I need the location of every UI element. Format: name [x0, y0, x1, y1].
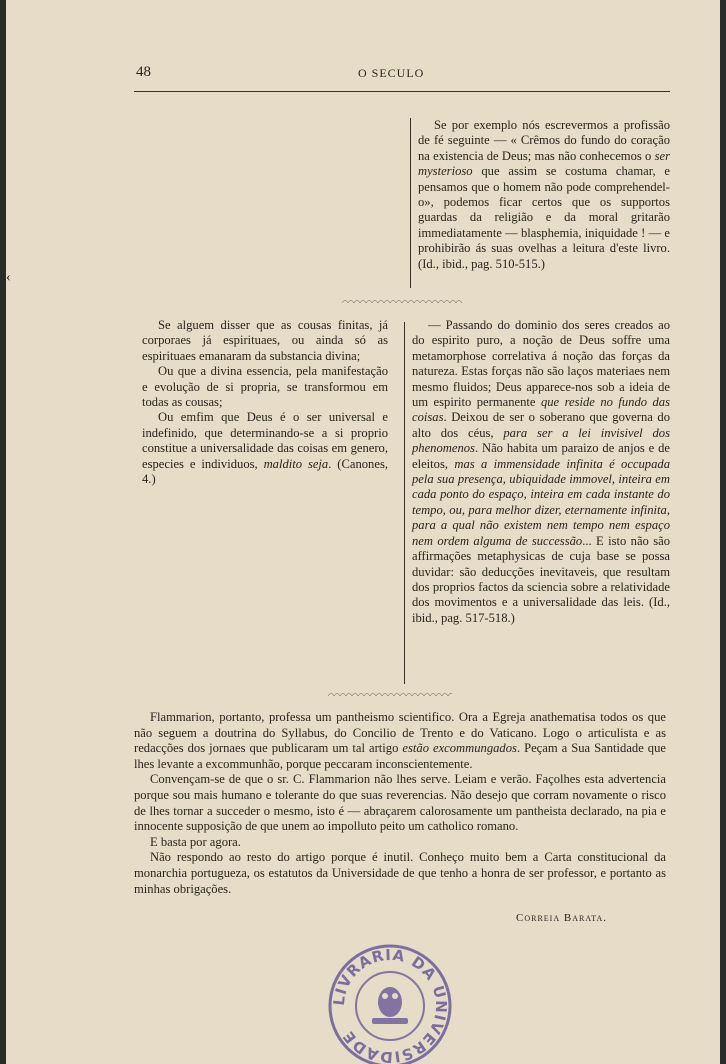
- top-right-paragraph: Se por exemplo nós escrevermos a profissão de fé seguinte — « Crêmos do fundo do coração na existencia de Deus; mas não conhecemos o ser mysterioso que assim se costuma chamar, e pensamos que o homem não pode comprehendel-o», podemos ficar certos que os supportos guardas da religião e da moral gritarão immediatamente — blasphemia, iniquidade ! — e prohibirão ás suas ovelhas a leitura d'este livro. (Id., ibid., pag. 510-515.): [418, 118, 670, 271]
- header-rule: [134, 91, 670, 92]
- top-right-quote: [418, 118, 670, 272]
- library-stamp: [324, 940, 456, 1064]
- body-paragraph-4: Não respondo ao resto do artigo porque é inutil. Conheço muito bem a Carta constitucional da monarchia portugueza, os estatutos da Universidade de que tenho a honra de ser professor, e portanto as minhas obrigações.: [134, 850, 666, 896]
- body-paragraph-2: Convençam-se de que o sr. C. Flammarion não lhes serve. Leiam e verão. Façolhes esta advertencia porque sou mais humano e tolerante do que suas reverencias. Não desejo que corram novamente o risco de lhes tornar a succeder o mesmo, isto é — abraçarem calorosamente um pantheista declarado, na pia e innocente supposição de que unem ao impolluto peito um catholico romano.: [134, 772, 666, 834]
- right-column-paragraph: — Passando do dominio dos seres creados ao do espirito puro, a noção de Deus soffre uma metamorphose correlativa á noção das forças da natureza. Estas forças não são laços materiaes nem mesmo fluidos; Deus apparece-nos sob a ideia de um espirito permanente que reside no fundo das coisas. Deixou de ser o soberano que governa do alto dos céus, para ser a lei invisivel dos phenomenos. Não habita um paraizo de anjos e de eleitos, mas a immensidade infinita é occupada pela sua presença, ubiquidade immovel, inteira em cada ponto do espaço, inteira em cada instante do tempo, ou, para melhor dizer, eternamente infinita, para a qual não existem nem tempo nem espaço nem ordem alguma de successão... E isto não são affirmações metaphysicas de cuja base se possa duvidar: são deducções inevitaveis, que resultam dos proprios factos da sciencia sobre a relatividade dos movimentos e a universalidade das leis. (Id., ibid., pag. 517-518.): [412, 318, 670, 625]
- canon-paragraph-2: Ou que a divina essencia, pela manifestação e evolução de si propria, se transformou em todas as cousas;: [142, 364, 388, 410]
- body-paragraph-1: Flammarion, portanto, professa um pantheismo scientifico. Ora a Egreja anathematisa todos os que não seguem a doutrina do Syllabus, do Concilio de Trento e do Vaticano. Logo o articulista e as redacções dos jornaes que publicaram um tal artigo estão excommungados. Peçam a Sua Santidade que lhes levante a excommunhão, porque peccaram inconscientemente.: [134, 710, 666, 771]
- canon-paragraph-3: Ou emfim que Deus é o ser universal e indefinido, que determinando-se a si proprio constitue a universalidade das coisas em genero, especies e individuos, maldito seja. (Canones, 4.): [142, 410, 388, 487]
- signature: Correia Barata.: [516, 912, 607, 924]
- margin-mark: ‹: [6, 270, 11, 285]
- middle-column-rule: [404, 322, 405, 684]
- right-column-quote: [412, 318, 670, 626]
- wavy-separator-top: [342, 297, 462, 303]
- main-body: [134, 710, 666, 897]
- page-number: 48: [136, 64, 151, 80]
- document-page: [6, 0, 720, 1064]
- canon-paragraph-1: Se alguem disser que as cousas finitas, já corporaes já espirituaes, ou ainda só as espirituaes emanaram da substancia divina;: [142, 318, 388, 363]
- owl-emblem-icon: [372, 987, 408, 1024]
- body-paragraph-3: E basta por agora.: [150, 834, 241, 849]
- top-column-rule: [410, 118, 411, 288]
- running-title: O SECULO: [358, 66, 425, 80]
- left-column-canons: [142, 318, 388, 487]
- stamp-text: LIVRARIA DA UNIVERSIDADE: [329, 945, 451, 1064]
- wavy-separator-bottom: [328, 690, 452, 696]
